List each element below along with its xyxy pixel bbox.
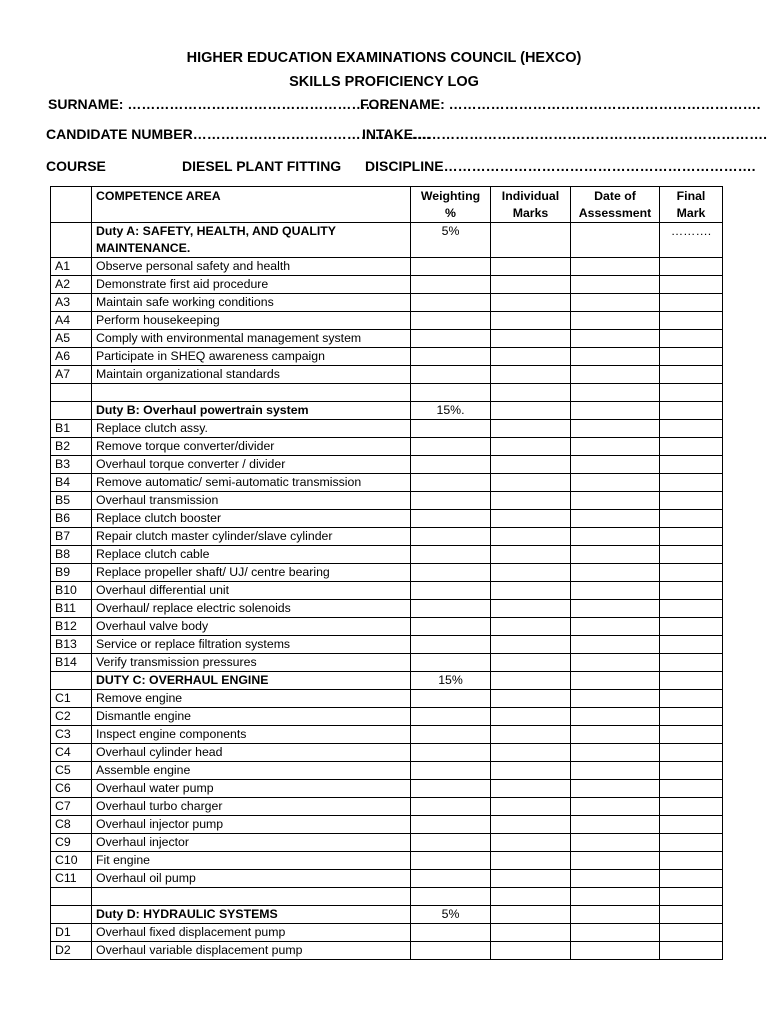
code-cell: C11: [51, 870, 92, 888]
date-of-assessment-cell[interactable]: [571, 223, 660, 258]
date-of-assessment-cell[interactable]: [571, 708, 660, 726]
table-row: [51, 816, 723, 834]
date-of-assessment-cell[interactable]: [571, 816, 660, 834]
code-cell: B13: [51, 636, 92, 654]
table-row: [51, 654, 723, 672]
council-title: HIGHER EDUCATION EXAMINATIONS COUNCIL (HEXCO): [186, 50, 582, 66]
competence-area-cell: Replace clutch assy.: [92, 420, 411, 438]
individual-marks-cell[interactable]: [491, 546, 571, 564]
table-row: [51, 744, 723, 762]
competence-area-cell: Duty B: Overhaul powertrain system: [92, 402, 411, 420]
competence-area-cell: Overhaul water pump: [92, 780, 411, 798]
final-mark-cell[interactable]: [660, 798, 723, 816]
individual-marks-cell[interactable]: [491, 636, 571, 654]
date-of-assessment-cell[interactable]: [571, 438, 660, 456]
final-mark-cell[interactable]: [660, 924, 723, 942]
date-of-assessment-cell[interactable]: [571, 330, 660, 348]
table-row: [51, 762, 723, 780]
code-cell: C10: [51, 852, 92, 870]
code-cell: C8: [51, 816, 92, 834]
date-of-assessment-cell[interactable]: [571, 564, 660, 582]
competence-area-cell: [92, 888, 411, 906]
competence-area-cell: Replace propeller shaft/ UJ/ centre bearing: [92, 564, 411, 582]
date-of-assessment-cell[interactable]: [571, 906, 660, 924]
header-date-of-assessment: Date of Assessment: [571, 187, 660, 223]
weighting-cell: [411, 384, 491, 402]
course-label: COURSE: [46, 158, 106, 174]
weighting-cell: [411, 942, 491, 960]
weighting-cell: [411, 348, 491, 366]
table-row: [51, 798, 723, 816]
date-of-assessment-cell[interactable]: [571, 744, 660, 762]
weighting-cell: [411, 726, 491, 744]
final-mark-cell[interactable]: [660, 834, 723, 852]
date-of-assessment-cell[interactable]: [571, 834, 660, 852]
date-of-assessment-cell[interactable]: [571, 276, 660, 294]
weighting-cell: [411, 420, 491, 438]
table-row: [51, 924, 723, 942]
table-row: [51, 384, 723, 402]
table-row: [51, 348, 723, 366]
final-mark-cell[interactable]: [660, 366, 723, 384]
header-individual-marks: Individual Marks: [491, 187, 571, 223]
surname-field[interactable]: SURNAME: …………………………………………………: [48, 96, 394, 112]
individual-marks-cell[interactable]: [491, 654, 571, 672]
code-cell: C3: [51, 726, 92, 744]
weighting-cell: [411, 870, 491, 888]
weighting-cell: [411, 276, 491, 294]
competence-area-cell: DUTY C: OVERHAUL ENGINE: [92, 672, 411, 690]
final-mark-cell[interactable]: [660, 258, 723, 276]
weighting-cell: [411, 618, 491, 636]
competence-area-cell: Overhaul injector pump: [92, 816, 411, 834]
weighting-cell: [411, 690, 491, 708]
individual-marks-cell[interactable]: [491, 384, 571, 402]
code-cell: C1: [51, 690, 92, 708]
competence-area-cell: Replace clutch booster: [92, 510, 411, 528]
weighting-cell: [411, 816, 491, 834]
table-row: [51, 870, 723, 888]
competence-area-cell: Perform housekeeping: [92, 312, 411, 330]
individual-marks-cell[interactable]: [491, 888, 571, 906]
duty-row: [51, 906, 723, 924]
date-of-assessment-cell[interactable]: [571, 492, 660, 510]
course-value: DIESEL PLANT FITTING: [182, 158, 342, 174]
competence-area-cell: Comply with environmental management system: [92, 330, 411, 348]
code-cell: C2: [51, 708, 92, 726]
final-mark-cell[interactable]: [660, 744, 723, 762]
date-of-assessment-cell[interactable]: [571, 942, 660, 960]
final-mark-cell[interactable]: [660, 654, 723, 672]
individual-marks-cell[interactable]: [491, 690, 571, 708]
code-cell: C4: [51, 744, 92, 762]
table-row: [51, 780, 723, 798]
weighting-cell: [411, 510, 491, 528]
individual-marks-cell[interactable]: [491, 276, 571, 294]
individual-marks-cell[interactable]: [491, 294, 571, 312]
code-cell: B9: [51, 564, 92, 582]
individual-marks-cell[interactable]: [491, 223, 571, 258]
weighting-cell: [411, 546, 491, 564]
table-row: [51, 276, 723, 294]
competence-area-cell: Fit engine: [92, 852, 411, 870]
weighting-cell: [411, 744, 491, 762]
final-mark-cell[interactable]: [660, 564, 723, 582]
competence-area-cell: Demonstrate first aid procedure: [92, 276, 411, 294]
table-row: [51, 420, 723, 438]
weighting-cell: [411, 330, 491, 348]
log-title: SKILLS PROFICIENCY LOG: [289, 74, 479, 90]
table-row: [51, 852, 723, 870]
date-of-assessment-cell[interactable]: [571, 582, 660, 600]
code-cell: B6: [51, 510, 92, 528]
final-mark-cell[interactable]: [660, 726, 723, 744]
final-mark-cell[interactable]: [660, 672, 723, 690]
individual-marks-cell[interactable]: [491, 618, 571, 636]
final-mark-cell[interactable]: [660, 618, 723, 636]
final-mark-cell[interactable]: [660, 438, 723, 456]
final-mark-cell[interactable]: [660, 708, 723, 726]
competence-area-cell: [92, 384, 411, 402]
individual-marks-cell[interactable]: [491, 348, 571, 366]
competence-area-cell: Overhaul cylinder head: [92, 744, 411, 762]
individual-marks-cell[interactable]: [491, 726, 571, 744]
table-row: [51, 546, 723, 564]
code-cell: C7: [51, 798, 92, 816]
code-cell: A2: [51, 276, 92, 294]
competence-area-cell: Overhaul differential unit: [92, 582, 411, 600]
table-row: [51, 258, 723, 276]
competence-area-cell: Dismantle engine: [92, 708, 411, 726]
individual-marks-cell[interactable]: [491, 510, 571, 528]
individual-marks-cell[interactable]: [491, 330, 571, 348]
final-mark-cell[interactable]: [660, 348, 723, 366]
code-cell: B4: [51, 474, 92, 492]
date-of-assessment-cell[interactable]: [571, 384, 660, 402]
final-mark-cell[interactable]: [660, 636, 723, 654]
duty-row: [51, 223, 723, 258]
weighting-cell: 5%: [411, 906, 491, 924]
weighting-cell: [411, 492, 491, 510]
individual-marks-cell[interactable]: [491, 492, 571, 510]
code-cell: C9: [51, 834, 92, 852]
competence-area-cell: Overhaul turbo charger: [92, 798, 411, 816]
final-mark-cell[interactable]: [660, 906, 723, 924]
final-mark-cell[interactable]: [660, 492, 723, 510]
weighting-cell: [411, 474, 491, 492]
table-row: [51, 312, 723, 330]
competence-table: [50, 186, 723, 960]
weighting-cell: [411, 654, 491, 672]
table-row: [51, 438, 723, 456]
code-cell: B11: [51, 600, 92, 618]
final-mark-cell[interactable]: [660, 528, 723, 546]
final-mark-cell[interactable]: [660, 816, 723, 834]
individual-marks-cell[interactable]: [491, 402, 571, 420]
code-cell: B7: [51, 528, 92, 546]
competence-area-cell: Remove engine: [92, 690, 411, 708]
weighting-cell: [411, 312, 491, 330]
date-of-assessment-cell[interactable]: [571, 420, 660, 438]
code-cell: [51, 906, 92, 924]
date-of-assessment-cell[interactable]: [571, 762, 660, 780]
table-row: [51, 834, 723, 852]
table-row: [51, 474, 723, 492]
date-of-assessment-cell[interactable]: [571, 870, 660, 888]
competence-area-cell: Maintain organizational standards: [92, 366, 411, 384]
code-cell: [51, 672, 92, 690]
date-of-assessment-cell[interactable]: [571, 348, 660, 366]
code-cell: A3: [51, 294, 92, 312]
individual-marks-cell[interactable]: [491, 834, 571, 852]
individual-marks-cell[interactable]: [491, 582, 571, 600]
individual-marks-cell[interactable]: [491, 420, 571, 438]
code-cell: B5: [51, 492, 92, 510]
final-mark-cell[interactable]: ……….: [660, 223, 723, 258]
final-mark-cell[interactable]: [660, 600, 723, 618]
table-row: [51, 564, 723, 582]
weighting-cell: [411, 852, 491, 870]
individual-marks-cell[interactable]: [491, 708, 571, 726]
final-mark-cell[interactable]: [660, 384, 723, 402]
weighting-cell: [411, 438, 491, 456]
competence-area-cell: Service or replace filtration systems: [92, 636, 411, 654]
individual-marks-cell[interactable]: [491, 798, 571, 816]
final-mark-cell[interactable]: [660, 402, 723, 420]
individual-marks-cell[interactable]: [491, 528, 571, 546]
competence-area-cell: Overhaul/ replace electric solenoids: [92, 600, 411, 618]
individual-marks-cell[interactable]: [491, 474, 571, 492]
table-row: [51, 636, 723, 654]
individual-marks-cell[interactable]: [491, 780, 571, 798]
code-cell: [51, 888, 92, 906]
code-cell: A5: [51, 330, 92, 348]
table-row: [51, 600, 723, 618]
individual-marks-cell[interactable]: [491, 870, 571, 888]
individual-marks-cell[interactable]: [491, 744, 571, 762]
competence-area-cell: Remove automatic/ semi-automatic transmission: [92, 474, 411, 492]
weighting-cell: [411, 888, 491, 906]
date-of-assessment-cell[interactable]: [571, 798, 660, 816]
individual-marks-cell[interactable]: [491, 924, 571, 942]
table-row: [51, 528, 723, 546]
code-cell: A4: [51, 312, 92, 330]
discipline-field[interactable]: DISCIPLINE………………………………………………………….: [365, 158, 756, 174]
weighting-cell: 15%.: [411, 402, 491, 420]
code-cell: B1: [51, 420, 92, 438]
competence-area-cell: Participate in SHEQ awareness campaign: [92, 348, 411, 366]
weighting-cell: [411, 780, 491, 798]
final-mark-cell[interactable]: [660, 690, 723, 708]
weighting-cell: [411, 762, 491, 780]
table-row: [51, 888, 723, 906]
final-mark-cell[interactable]: [660, 420, 723, 438]
final-mark-cell[interactable]: [660, 762, 723, 780]
code-cell: B2: [51, 438, 92, 456]
competence-area-cell: Maintain safe working conditions: [92, 294, 411, 312]
weighting-cell: [411, 456, 491, 474]
date-of-assessment-cell[interactable]: [571, 294, 660, 312]
individual-marks-cell[interactable]: [491, 672, 571, 690]
duty-row: [51, 672, 723, 690]
final-mark-cell[interactable]: [660, 780, 723, 798]
table-row: [51, 618, 723, 636]
code-cell: D1: [51, 924, 92, 942]
final-mark-cell[interactable]: [660, 510, 723, 528]
header-competence-area: COMPETENCE AREA: [92, 187, 411, 223]
final-mark-cell[interactable]: [660, 942, 723, 960]
code-cell: [51, 402, 92, 420]
code-cell: B10: [51, 582, 92, 600]
weighting-cell: [411, 366, 491, 384]
table-row: [51, 510, 723, 528]
competence-area-cell: Verify transmission pressures: [92, 654, 411, 672]
individual-marks-cell[interactable]: [491, 600, 571, 618]
weighting-cell: [411, 294, 491, 312]
table-row: [51, 942, 723, 960]
date-of-assessment-cell[interactable]: [571, 528, 660, 546]
competence-area-cell: Repair clutch master cylinder/slave cylinder: [92, 528, 411, 546]
header-weighting: Weighting %: [411, 187, 491, 223]
competence-area-cell: Duty D: HYDRAULIC SYSTEMS: [92, 906, 411, 924]
date-of-assessment-cell[interactable]: [571, 258, 660, 276]
weighting-cell: 5%: [411, 223, 491, 258]
competence-area-cell: Duty A: SAFETY, HEALTH, AND QUALITY MAINTENANCE.: [92, 223, 411, 258]
date-of-assessment-cell[interactable]: [571, 888, 660, 906]
date-of-assessment-cell[interactable]: [571, 852, 660, 870]
date-of-assessment-cell[interactable]: [571, 456, 660, 474]
table-row: [51, 708, 723, 726]
date-of-assessment-cell[interactable]: [571, 780, 660, 798]
individual-marks-cell[interactable]: [491, 852, 571, 870]
individual-marks-cell[interactable]: [491, 366, 571, 384]
duty-row: [51, 402, 723, 420]
code-cell: B8: [51, 546, 92, 564]
weighting-cell: [411, 636, 491, 654]
table-row: [51, 366, 723, 384]
final-mark-cell[interactable]: [660, 456, 723, 474]
table-row: [51, 330, 723, 348]
competence-area-cell: Assemble engine: [92, 762, 411, 780]
candidate-number-field[interactable]: CANDIDATE NUMBER……………………………………………: [46, 126, 431, 142]
code-cell: B14: [51, 654, 92, 672]
date-of-assessment-cell[interactable]: [571, 510, 660, 528]
date-of-assessment-cell[interactable]: [571, 474, 660, 492]
table-row: [51, 690, 723, 708]
competence-area-cell: Overhaul valve body: [92, 618, 411, 636]
code-cell: B3: [51, 456, 92, 474]
individual-marks-cell[interactable]: [491, 942, 571, 960]
code-cell: [51, 384, 92, 402]
table-row: [51, 456, 723, 474]
weighting-cell: [411, 564, 491, 582]
date-of-assessment-cell[interactable]: [571, 312, 660, 330]
weighting-cell: [411, 834, 491, 852]
final-mark-cell[interactable]: [660, 294, 723, 312]
final-mark-cell[interactable]: [660, 582, 723, 600]
weighting-cell: [411, 258, 491, 276]
header-code: [51, 187, 92, 223]
competence-area-cell: Observe personal safety and health: [92, 258, 411, 276]
table-header-row: [51, 187, 723, 223]
competence-area-cell: Overhaul injector: [92, 834, 411, 852]
individual-marks-cell[interactable]: [491, 438, 571, 456]
date-of-assessment-cell[interactable]: [571, 366, 660, 384]
weighting-cell: [411, 582, 491, 600]
final-mark-cell[interactable]: [660, 474, 723, 492]
date-of-assessment-cell[interactable]: [571, 654, 660, 672]
code-cell: [51, 223, 92, 258]
competence-area-cell: Inspect engine components: [92, 726, 411, 744]
weighting-cell: [411, 528, 491, 546]
competence-area-cell: Remove torque converter/divider: [92, 438, 411, 456]
individual-marks-cell[interactable]: [491, 564, 571, 582]
date-of-assessment-cell[interactable]: [571, 546, 660, 564]
competence-area-cell: Overhaul transmission: [92, 492, 411, 510]
final-mark-cell[interactable]: [660, 852, 723, 870]
table-row: [51, 726, 723, 744]
code-cell: A6: [51, 348, 92, 366]
code-cell: A1: [51, 258, 92, 276]
competence-area-cell: Replace clutch cable: [92, 546, 411, 564]
final-mark-cell[interactable]: [660, 276, 723, 294]
individual-marks-cell[interactable]: [491, 906, 571, 924]
date-of-assessment-cell[interactable]: [571, 618, 660, 636]
individual-marks-cell[interactable]: [491, 258, 571, 276]
date-of-assessment-cell[interactable]: [571, 636, 660, 654]
final-mark-cell[interactable]: [660, 870, 723, 888]
date-of-assessment-cell[interactable]: [571, 924, 660, 942]
code-cell: C5: [51, 762, 92, 780]
individual-marks-cell[interactable]: [491, 816, 571, 834]
individual-marks-cell[interactable]: [491, 456, 571, 474]
table-row: [51, 492, 723, 510]
date-of-assessment-cell[interactable]: [571, 672, 660, 690]
competence-area-cell: Overhaul oil pump: [92, 870, 411, 888]
code-cell: B12: [51, 618, 92, 636]
weighting-cell: 15%: [411, 672, 491, 690]
competence-area-cell: Overhaul torque converter / divider: [92, 456, 411, 474]
weighting-cell: [411, 924, 491, 942]
code-cell: A7: [51, 366, 92, 384]
date-of-assessment-cell[interactable]: [571, 690, 660, 708]
competence-area-cell: Overhaul fixed displacement pump: [92, 924, 411, 942]
table-row: [51, 294, 723, 312]
competence-area-cell: Overhaul variable displacement pump: [92, 942, 411, 960]
weighting-cell: [411, 600, 491, 618]
date-of-assessment-cell[interactable]: [571, 600, 660, 618]
date-of-assessment-cell[interactable]: [571, 402, 660, 420]
final-mark-cell[interactable]: [660, 888, 723, 906]
individual-marks-cell[interactable]: [491, 312, 571, 330]
final-mark-cell[interactable]: [660, 330, 723, 348]
table-row: [51, 582, 723, 600]
code-cell: D2: [51, 942, 92, 960]
weighting-cell: [411, 798, 491, 816]
individual-marks-cell[interactable]: [491, 762, 571, 780]
weighting-cell: [411, 708, 491, 726]
intake-field[interactable]: INTAKE………………………………………………………………….: [362, 126, 767, 142]
forename-field[interactable]: FORENAME: ………………………………………………………….: [360, 96, 761, 112]
final-mark-cell[interactable]: [660, 546, 723, 564]
date-of-assessment-cell[interactable]: [571, 726, 660, 744]
header-final-mark: Final Mark: [660, 187, 723, 223]
final-mark-cell[interactable]: [660, 312, 723, 330]
code-cell: C6: [51, 780, 92, 798]
